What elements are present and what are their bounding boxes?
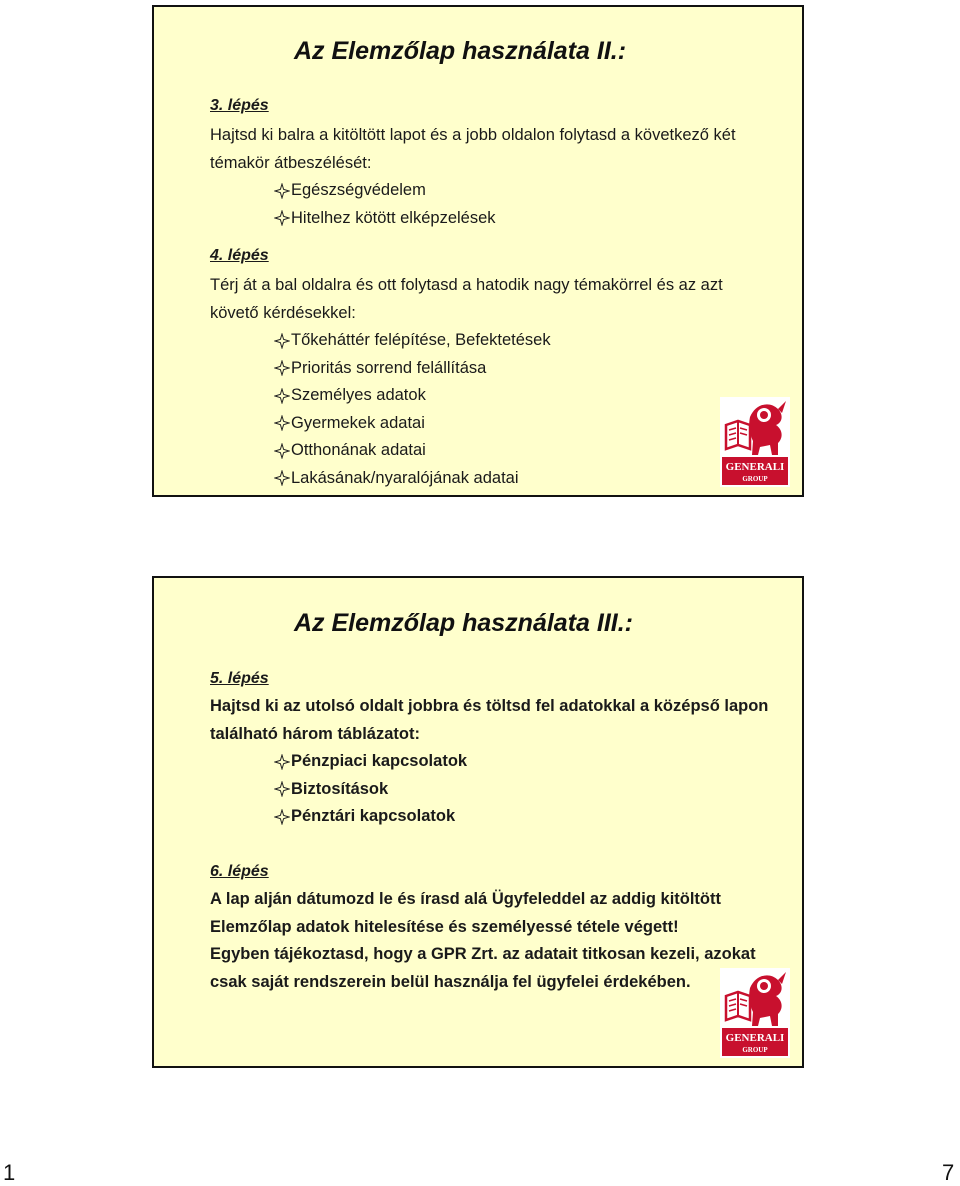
step-6-label: 6. lépés (210, 863, 269, 880)
slide-title: Az Elemzőlap használata II.: (294, 37, 627, 65)
step-3-label: 3. lépés (210, 97, 269, 114)
star-bullet-icon (274, 470, 290, 486)
star-bullet-icon (274, 781, 290, 797)
list-item (274, 177, 496, 205)
bullet-text: Biztosítások (291, 779, 389, 798)
text-line: található három táblázatot: (210, 724, 420, 743)
generali-lion-logo-icon (720, 397, 790, 487)
text-line: Térj át a bal oldalra és ott folytasd a hatodik nagy témakörrel és az azt (210, 276, 723, 294)
step-4-bullets (274, 327, 551, 492)
bullet-text: Pénztári kapcsolatok (291, 807, 456, 825)
bullet-text: Pénzpiaci kapcsolatok (291, 752, 468, 770)
step-6-text (210, 886, 756, 996)
text-line: A lap alján dátumozd le és írasd alá Ügyfeleddel az addig kitöltött (210, 890, 721, 908)
logo-wordmark: GENERALI (725, 1032, 785, 1044)
page-number-left: 1 (3, 1160, 16, 1185)
logo-subtext: GROUP (742, 475, 768, 483)
bullet-text: Hitelhez kötött elképzelések (291, 208, 496, 227)
step-5-bullets (274, 748, 467, 831)
generali-logo (720, 968, 790, 1058)
text-line: Hajtsd ki az utolsó oldalt jobbra és töltsd fel adatokkal a középső lapon (210, 697, 769, 715)
logo-wordmark: GENERALI (725, 461, 785, 473)
bullet-text: Gyermekek adatai (291, 413, 425, 432)
bullet-text: Egészségvédelem (291, 181, 426, 199)
list-item (274, 355, 551, 383)
list-item (274, 803, 467, 831)
list-item (274, 776, 467, 804)
star-bullet-icon (274, 443, 290, 459)
text-line: csak saját rendszerein belül használja fel ügyfelei érdekében. (210, 972, 691, 991)
bullet-text: Tőkeháttér felépítése, Befektetések (291, 331, 551, 349)
text-line: témakör átbeszélését: (210, 153, 372, 172)
star-bullet-icon (274, 415, 290, 431)
step-4-text (210, 272, 723, 327)
text-line: követő kérdésekkel: (210, 303, 356, 322)
generali-logo (720, 397, 790, 487)
text-line: Elemzőlap adatok hitelesítése és személyessé tétele végett! (210, 917, 679, 936)
page-number-right: 7 (942, 1160, 955, 1185)
step-3-bullets (274, 177, 496, 232)
slide-2 (152, 5, 804, 497)
star-bullet-icon (274, 360, 290, 376)
text-line: Egyben tájékoztasd, hogy a GPR Zrt. az adatait titkosan kezeli, azokat (210, 945, 756, 963)
star-bullet-icon (274, 754, 290, 770)
step-5-text (210, 693, 768, 748)
slide-3 (152, 576, 804, 1068)
bullet-text: Otthonának adatai (291, 441, 426, 459)
text-line: Hajtsd ki balra a kitöltött lapot és a jobb oldalon folytasd a következő két (210, 126, 736, 144)
list-item (274, 465, 551, 493)
bullet-text: Személyes adatok (291, 386, 426, 404)
star-bullet-icon (274, 210, 290, 226)
generali-lion-logo-icon (720, 968, 790, 1058)
star-bullet-icon (274, 183, 290, 199)
slide-title: Az Elemzőlap használata III.: (294, 609, 633, 637)
list-item (274, 410, 551, 438)
step-3-text (210, 122, 736, 177)
star-bullet-icon (274, 333, 290, 349)
list-item (274, 748, 467, 776)
list-item (274, 382, 551, 410)
step-4-label: 4. lépés (210, 247, 269, 264)
list-item (274, 327, 551, 355)
star-bullet-icon (274, 388, 290, 404)
star-bullet-icon (274, 809, 290, 825)
step-5-label: 5. lépés (210, 670, 269, 687)
bullet-text: Lakásának/nyaralójának adatai (291, 468, 519, 487)
list-item (274, 205, 496, 233)
logo-subtext: GROUP (742, 1046, 768, 1054)
bullet-text: Prioritás sorrend felállítása (291, 358, 487, 377)
list-item (274, 437, 551, 465)
